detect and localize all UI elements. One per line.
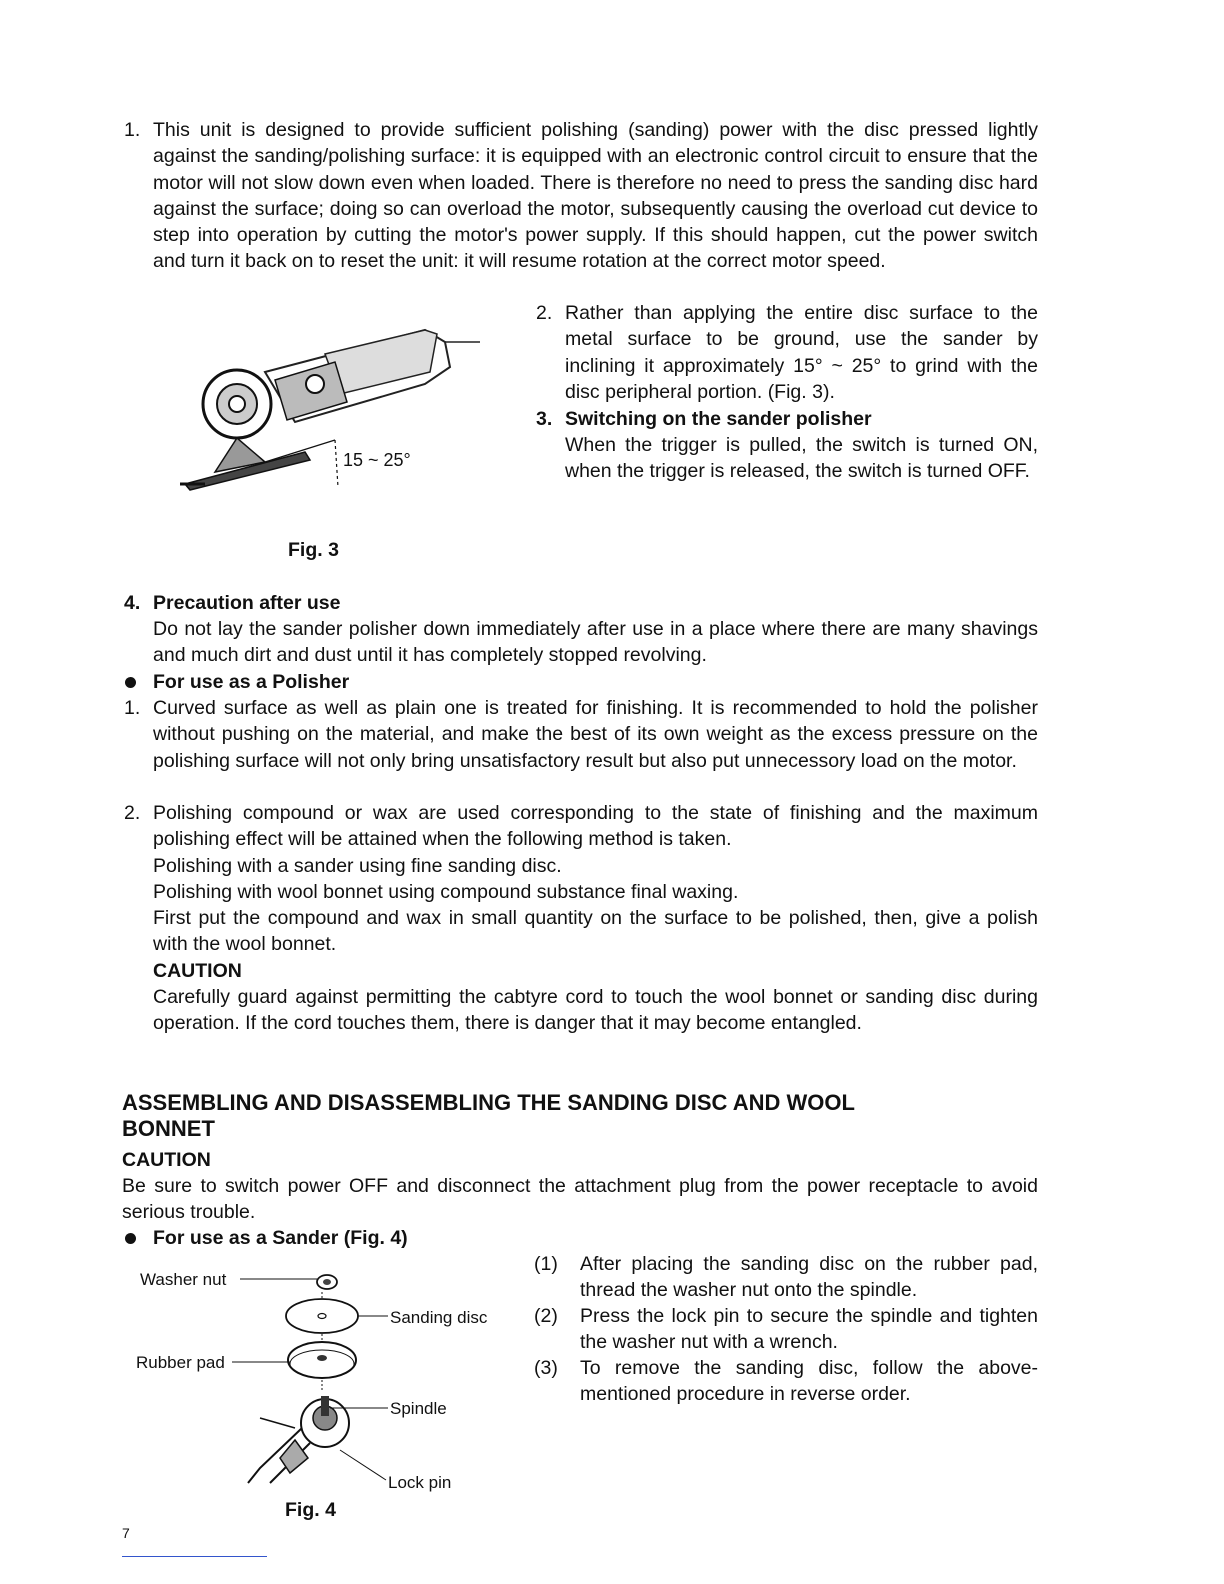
step2-number: (2) <box>534 1305 558 1327</box>
assembly-caution-label: CAUTION <box>122 1149 211 1171</box>
fig4-caption: Fig. 4 <box>285 1499 336 1521</box>
polisher-item2-line3: Polishing with wool bonnet using compound substance final waxing. <box>153 881 739 903</box>
assembly-title-line1: ASSEMBLING AND DISASSEMBLING THE SANDING DISC AND WOOL <box>122 1090 855 1115</box>
polisher-item2-number: 2. <box>124 802 141 824</box>
item1-text: This unit is designed to provide sufficient polishing (sanding) power with the disc pressed lightly against the sanding/polishing surface: it is equipped with an electronic control circuit to ensure that the motor will not slow down even when loaded. There is therefore no need to press the sanding disc hard against the surface; doing so can overload the motor, subsequently causing the overload cut device to step into operation by cutting the motor's power supply. If this should happen, cut the power switch and turn it back on to reset the unit: it will resume rotation at the correct motor speed. <box>153 119 1038 273</box>
item4-text: Do not lay the sander polisher down immediately after use in a place where there are many shavings and much dirt and dust until it has completely stopped revolving. <box>153 618 1038 667</box>
item1-number: 1. <box>124 119 141 141</box>
label-rubber-pad: Rubber pad <box>136 1353 225 1372</box>
assembly-title-line2: BONNET <box>122 1116 215 1141</box>
item2-number: 2. <box>536 302 553 324</box>
polisher-item2-line2: Polishing with a sander using fine sanding disc. <box>153 855 562 877</box>
step3-number: (3) <box>534 1357 558 1379</box>
polisher-item2-line4: First put the compound and wax in small quantity on the surface to be polished, then, give a polish with the wool bonnet. <box>153 907 1038 956</box>
polisher-item2-text: Polishing compound or wax are used corresponding to the state of finishing and the maximum polishing effect will be attained when the following method is taken. <box>153 802 1038 851</box>
label-washer-nut: Washer nut <box>140 1270 227 1289</box>
polisher-item1-number: 1. <box>124 697 141 719</box>
item3-number: 3. <box>536 408 553 430</box>
polisher-caution-text: Carefully guard against permitting the cabtyre cord to touch the wool bonnet or sanding disc during operation. If the cord touches them, there is danger that it may become entangled. <box>153 986 1038 1035</box>
fig3-angle-label: 15 ~ 25° <box>343 450 411 470</box>
item3-text: When the trigger is pulled, the switch is turned ON, when the trigger is released, the switch is turned OFF. <box>565 434 1038 483</box>
step3-text: To remove the sanding disc, follow the above-mentioned procedure in reverse order. <box>580 1357 1038 1406</box>
item4-heading: Precaution after use <box>153 592 341 614</box>
polisher-heading: For use as a Polisher <box>153 671 350 693</box>
step2-text: Press the lock pin to secure the spindle and tighten the washer nut with a wrench. <box>580 1305 1038 1354</box>
fig3-caption: Fig. 3 <box>288 539 339 561</box>
bottom-rule <box>122 1556 267 1557</box>
item4-number: 4. <box>124 592 141 614</box>
polisher-caution-label: CAUTION <box>153 960 242 982</box>
label-spindle: Spindle <box>390 1399 447 1418</box>
label-lock-pin: Lock pin <box>388 1473 452 1492</box>
item3-heading: Switching on the sander polisher <box>565 408 872 430</box>
step1-text: After placing the sanding disc on the rubber pad, thread the washer nut onto the spindle. <box>580 1253 1038 1302</box>
sander-heading: For use as a Sander (Fig. 4) <box>153 1227 408 1249</box>
step1-number: (1) <box>534 1253 558 1275</box>
page-mark: 7 <box>122 1525 130 1541</box>
assembly-caution-text: Be sure to switch power OFF and disconnect the attachment plug from the power receptacle to avoid serious trouble. <box>122 1175 1038 1224</box>
label-sanding-disc: Sanding disc <box>390 1308 488 1327</box>
polisher-item1-text: Curved surface as well as plain one is treated for finishing. It is recommended to hold the polisher without pushing on the material, and make the best of its own weight as the excess pressure on the polishing surface will not only bring unsatisfactory result but also put unnecessory load on the motor. <box>153 697 1038 772</box>
item2-text: Rather than applying the entire disc surface to the metal surface to be ground, use the sander by inclining it approximately 15° ~ 25° to grind with the disc peripheral portion. (Fig. 3). <box>565 302 1038 403</box>
